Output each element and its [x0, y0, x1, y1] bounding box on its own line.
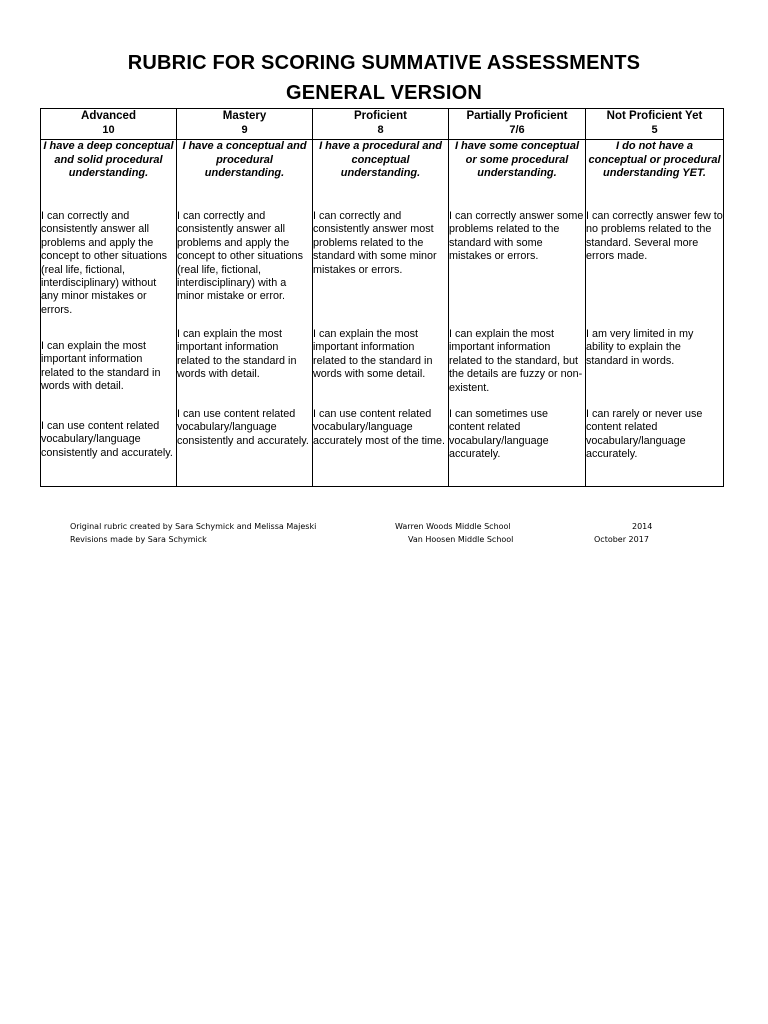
vocabulary-criterion: I can sometimes use content related vocabulary/language accurately.: [449, 408, 549, 461]
level-score: 7/6: [509, 124, 525, 136]
level-name: Partially Proficient: [466, 110, 568, 122]
understanding-statement: I do not have a conceptual or procedural understanding YET.: [588, 140, 721, 179]
explanation-criterion: I am very limited in my ability to explain the standard in words.: [586, 328, 694, 367]
explanation-criterion: I can explain the most important information related to the standard in words with some detail.: [313, 328, 433, 381]
column-header-advanced: [41, 109, 177, 140]
footer-revision-credit: Revisions made by Sara Schymick: [70, 535, 207, 544]
understanding-statement: I have a procedural and conceptual understanding.: [319, 140, 442, 179]
column-header-mastery: [177, 109, 313, 140]
level-score: 10: [102, 124, 115, 136]
rubric-table: [40, 108, 724, 487]
explanation-criterion: I can explain the most important information related to the standard, but the details are fuzzy or non-existent.: [449, 328, 583, 394]
rubric-header-row: [41, 109, 724, 140]
problem-solving-criterion: I can correctly and consistently answer all problems and apply the concept to other situations (real life, fictional, interdisciplinary) with a minor mistake or error.: [177, 210, 304, 303]
problem-solving-criterion: I can correctly answer some problems related to the standard with some mistakes or errors.: [449, 210, 584, 263]
problem-solving-criterion: I can correctly answer few to no problems related to the standard. Several more errors made.: [586, 210, 723, 263]
understanding-statement: I have a deep conceptual and solid procedural understanding.: [43, 140, 174, 179]
level-name: Not Proficient Yet: [606, 110, 703, 122]
level-score: 9: [241, 124, 248, 136]
vocabulary-criterion: I can use content related vocabulary/language consistently and accurately.: [41, 420, 173, 459]
column-body-not-proficient-yet: [586, 140, 724, 487]
level-name: Advanced: [81, 110, 136, 122]
level-score: 5: [651, 124, 658, 136]
problem-solving-criterion: I can correctly and consistently answer most problems related to the standard with some minor mistakes or errors.: [313, 210, 437, 276]
column-header-partially-proficient: [449, 109, 586, 140]
vocabulary-criterion: I can use content related vocabulary/language accurately most of the time.: [313, 408, 446, 447]
problem-solving-criterion: I can correctly and consistently answer all problems and apply the concept to other situations (real life, fictional, interdisciplinary) without any minor mistakes or errors.: [41, 210, 168, 316]
understanding-statement: I have a conceptual and procedural understanding.: [182, 140, 307, 179]
level-score: 8: [377, 124, 384, 136]
footer-original-credit: Original rubric created by Sara Schymick and Melissa Majeski: [70, 522, 317, 531]
explanation-criterion: I can explain the most important information related to the standard in words with detail.: [41, 340, 161, 393]
column-header-proficient: [313, 109, 449, 140]
document-subtitle: GENERAL VERSION: [286, 82, 482, 104]
document-title: RUBRIC FOR SCORING SUMMATIVE ASSESSMENTS: [127, 52, 641, 74]
column-body-proficient: [313, 140, 449, 487]
rubric-body-row: [41, 140, 724, 487]
column-body-advanced: [41, 140, 177, 487]
column-body-partially-proficient: [449, 140, 586, 487]
column-header-not-proficient-yet: [586, 109, 724, 140]
explanation-criterion: I can explain the most important information related to the standard in words with detail.: [177, 328, 297, 381]
understanding-statement: I have some conceptual or some procedural understanding.: [454, 140, 580, 179]
level-name: Mastery: [222, 110, 267, 122]
column-body-mastery: [177, 140, 313, 487]
vocabulary-criterion: I can rarely or never use content related vocabulary/language accurately.: [586, 408, 703, 461]
footer-school-revision: Van Hoosen Middle School: [408, 535, 514, 544]
vocabulary-criterion: I can use content related vocabulary/language consistently and accurately.: [177, 408, 309, 447]
footer-date-original: 2014: [632, 522, 653, 531]
footer-date-revision: October 2017: [594, 535, 649, 544]
level-name: Proficient: [353, 110, 408, 122]
footer-school-original: Warren Woods Middle School: [395, 522, 511, 531]
